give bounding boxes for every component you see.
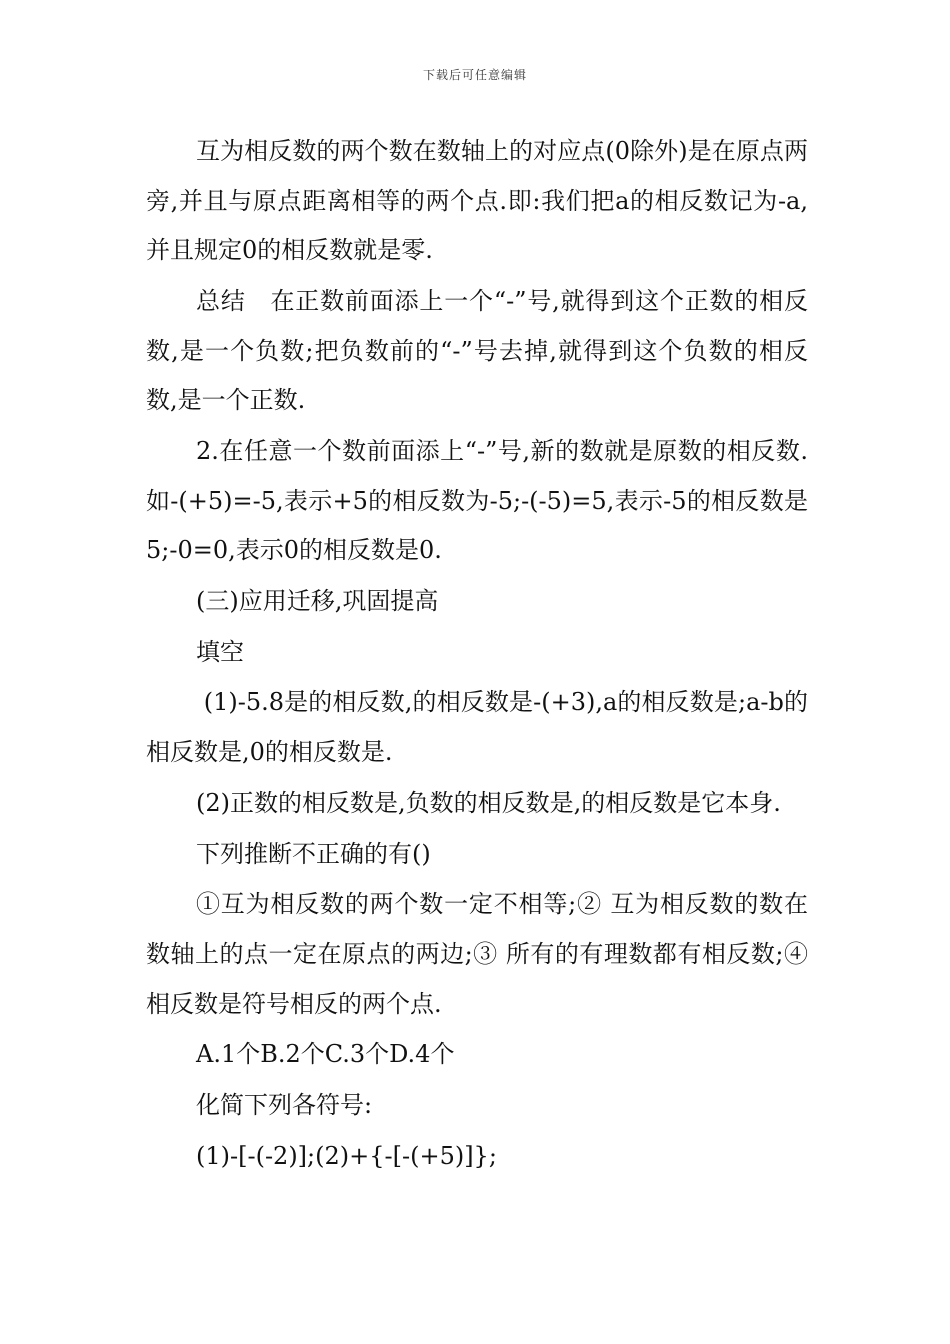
- page-header: 下载后可任意编辑: [422, 68, 527, 82]
- exercise-fill-blank-title: 填空: [196, 637, 244, 666]
- exercise-fill-blank-1: (1)-5.8是的相反数,的相反数是-(+3),a的相反数是;a-b的相反数是,0的相反数是.: [146, 688, 809, 767]
- document-body: [146, 127, 816, 1183]
- paragraph-summary: 总结 在正数前面添上一个“-”号,就得到这个正数的相反数,是一个负数;把负数前的“-”号去掉,就得到这个负数的相反数,是一个正数.: [146, 286, 808, 415]
- paragraph-opposite-definition: 互为相反数的两个数在数轴上的对应点(0除外)是在原点两旁,并且与原点距离相等的两个点.即:我们把a的相反数记为-a,并且规定0的相反数就是零.: [146, 137, 808, 265]
- exercise-simplify-items: (1)-[-(-2)];(2)+{-[-(+5)]};: [196, 1141, 497, 1170]
- section-heading-application: (三)应用迁移,巩固提高: [196, 586, 439, 615]
- exercise-judgement-title: 下列推断不正确的有(): [196, 839, 431, 868]
- exercise-judgement-options: A.1个B.2个C.3个D.4个: [196, 1040, 455, 1069]
- paragraph-rule-2: 2.在任意一个数前面添上“-”号,新的数就是原数的相反数.如-(+5)=-5,表示+5的相反数为-5;-(-5)=5,表示-5的相反数是5;-0=0,表示0的相反数是0.: [146, 436, 808, 565]
- exercise-judgement-statements: ①互为相反数的两个数一定不相等;② 互为相反数的数在数轴上的点一定在原点的两边;③ 所有的有理数都有相反数;④ 相反数是符号相反的两个点.: [146, 890, 816, 1018]
- exercise-fill-blank-2: (2)正数的相反数是,负数的相反数是,的相反数是它本身.: [196, 788, 781, 817]
- exercise-simplify-title: 化简下列各符号:: [196, 1091, 373, 1120]
